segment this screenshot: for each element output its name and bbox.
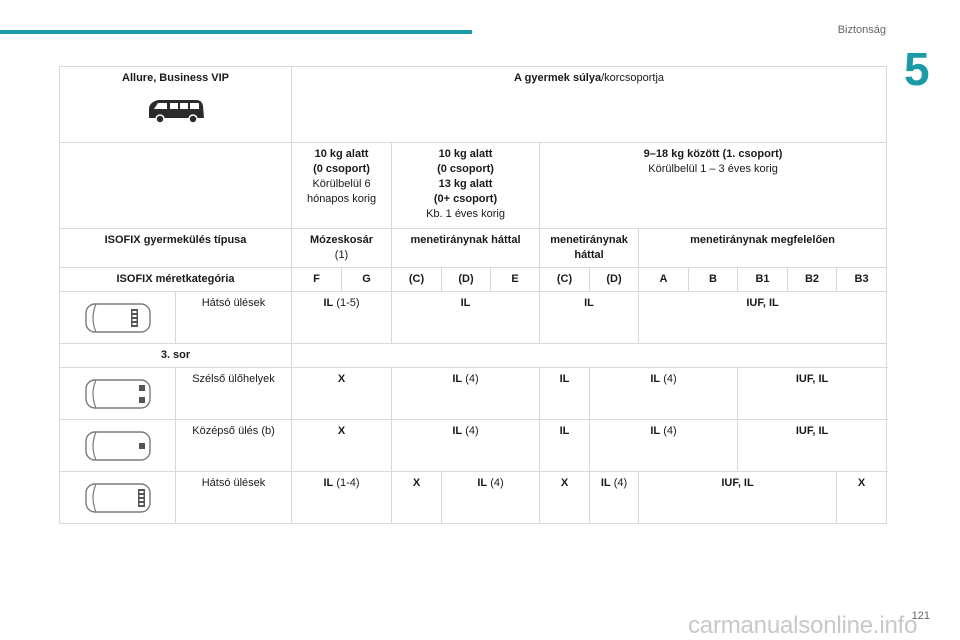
- group-1-line4: (0+ csoport): [433, 193, 498, 205]
- third-row-label: 3. sor: [60, 344, 292, 368]
- seat-label: Hátsó ülések: [176, 472, 292, 524]
- type-cot: [292, 229, 392, 268]
- blank-cell: [60, 143, 292, 229]
- seat-label: Szélső ülőhelyek: [176, 368, 292, 420]
- value-cell: IUF, IL: [639, 292, 887, 344]
- vehicle-seat-diagram-icon: [60, 420, 176, 472]
- vehicle-seat-diagram-icon: [60, 472, 176, 524]
- size-cell: B3: [837, 268, 887, 292]
- value-cell: [292, 472, 392, 524]
- variant-cell: [60, 67, 292, 143]
- group-1: [392, 143, 540, 229]
- type-cot-note: (1): [334, 249, 349, 261]
- group-0-line4: hónapos korig: [306, 193, 377, 205]
- value-cell: IUF, IL: [639, 472, 837, 524]
- value-note: (4): [462, 373, 479, 385]
- seat-label: Hátsó ülések: [176, 292, 292, 344]
- value-bold: IL: [477, 477, 488, 489]
- type-forward-facing: menetiránynak megfelelően: [639, 229, 887, 268]
- value-note: (4): [660, 373, 677, 385]
- value-cell: [392, 368, 540, 420]
- value-note: (4): [462, 425, 479, 437]
- watermark: carmanualsonline.info: [688, 612, 918, 639]
- weight-header-bold: A gyermek súlya: [514, 72, 602, 84]
- group-0-line1: 10 kg alatt: [314, 148, 369, 160]
- value-note: (4): [660, 425, 677, 437]
- group-1-line2: (0 csoport): [437, 163, 494, 175]
- chapter-number: 5: [896, 44, 960, 94]
- value-note: (1-5): [333, 297, 360, 309]
- blank-cell: [292, 344, 887, 368]
- size-cell: (D): [442, 268, 491, 292]
- value-cell: [590, 472, 639, 524]
- size-cell: A: [639, 268, 689, 292]
- value-bold: IL: [323, 297, 334, 309]
- isofix-table: [59, 66, 887, 524]
- value-bold: IL: [452, 425, 463, 437]
- value-cell: X: [392, 472, 442, 524]
- value-cell: IL: [540, 292, 639, 344]
- value-cell: X: [292, 368, 392, 420]
- value-cell: X: [837, 472, 887, 524]
- value-cell: IL: [540, 420, 590, 472]
- group-0-line3: Körülbelül 6: [312, 178, 371, 190]
- section-name: Biztonság: [837, 24, 886, 36]
- group-2-line1: 9–18 kg között (1. csoport): [643, 148, 783, 160]
- value-cell: [590, 368, 738, 420]
- size-cell: B2: [788, 268, 837, 292]
- value-bold: IL: [452, 373, 463, 385]
- group-2: [540, 143, 887, 229]
- value-cell: [292, 292, 392, 344]
- value-bold: IL: [600, 477, 611, 489]
- weight-header-rest: /korcsoportja: [601, 72, 665, 84]
- group-1-line5: Kb. 1 éves korig: [426, 208, 505, 220]
- value-cell: [590, 420, 738, 472]
- value-cell: X: [292, 420, 392, 472]
- group-1-line1: 10 kg alatt: [438, 148, 493, 160]
- group-0: [292, 143, 392, 229]
- size-cell: G: [342, 268, 392, 292]
- value-cell: IL: [540, 368, 590, 420]
- group-2-line2: Körülbelül 1 – 3 éves korig: [648, 163, 778, 175]
- size-label: ISOFIX méretkategória: [60, 268, 292, 292]
- size-cell: B: [689, 268, 738, 292]
- seat-label: Középső ülés (b): [176, 420, 292, 472]
- type-cot-bold: Mózeskosár: [310, 234, 373, 246]
- isofix-type-label: ISOFIX gyermekülés típusa: [60, 229, 292, 268]
- weight-header: [292, 67, 887, 143]
- value-note: (4): [610, 477, 628, 489]
- value-bold: IL: [323, 477, 334, 489]
- group-1-line3: 13 kg alatt: [438, 178, 493, 190]
- value-cell: IUF, IL: [738, 420, 887, 472]
- size-cell: (D): [590, 268, 639, 292]
- vehicle-seat-diagram-icon: [60, 368, 176, 420]
- header-accent-bar: [0, 30, 472, 34]
- value-bold: IL: [650, 425, 661, 437]
- size-cell: E: [491, 268, 540, 292]
- value-cell: IL: [392, 292, 540, 344]
- value-note: (1-4): [333, 477, 360, 489]
- size-cell: B1: [738, 268, 788, 292]
- value-cell: [442, 472, 540, 524]
- size-cell: (C): [540, 268, 590, 292]
- size-cell: (C): [392, 268, 442, 292]
- value-cell: X: [540, 472, 590, 524]
- variant-label: Allure, Business VIP: [122, 72, 229, 84]
- value-note: (4): [487, 477, 504, 489]
- type-rear-facing-1: menetiránynak háttal: [392, 229, 540, 268]
- value-cell: [392, 420, 540, 472]
- group-0-line2: (0 csoport): [313, 163, 370, 175]
- van-icon: [63, 96, 288, 124]
- value-bold: IL: [650, 373, 661, 385]
- page-number: 121: [911, 610, 930, 622]
- type-rear-facing-2: menetiránynak háttal: [540, 229, 639, 268]
- vehicle-seat-diagram-icon: [60, 292, 176, 344]
- value-cell: IUF, IL: [738, 368, 887, 420]
- size-cell: F: [292, 268, 342, 292]
